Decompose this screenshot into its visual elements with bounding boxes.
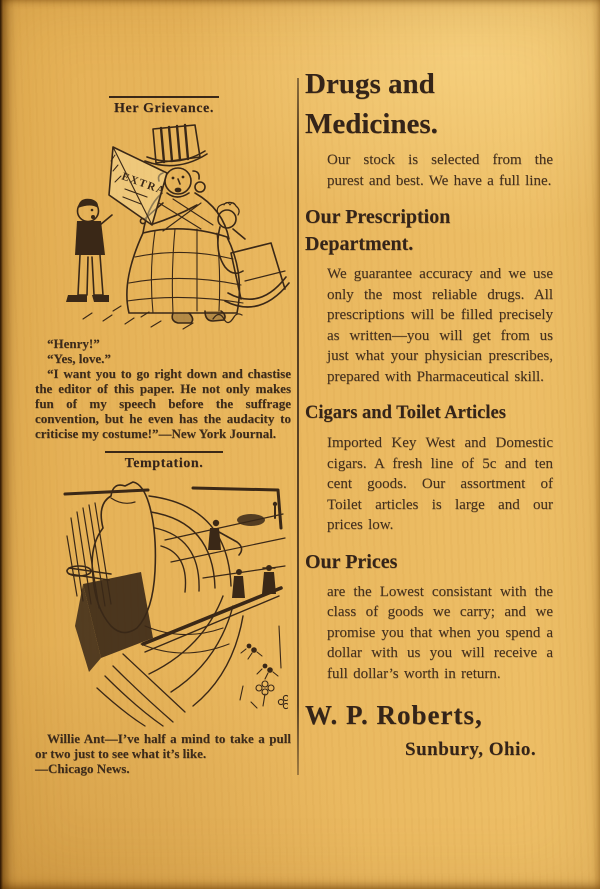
boy-figure [66, 199, 112, 302]
child-and-hat [217, 202, 289, 307]
woman-top-hat [145, 125, 207, 166]
ad-section-body-prices: are the Lowest consistant with the class of goods we carry; and we promise you that when you spend a dollar with us you will receive a full dollar’s worth in return. [327, 583, 553, 682]
headline-rule-2 [105, 451, 223, 453]
caption-body-temptation: Willie Ant—I’ve half a mind to take a pull or two just to see what it’s like. [35, 731, 291, 761]
caption-line-yes-love: “Yes, love.” [47, 351, 111, 366]
ad-section-body-cigars: Imported Key West and Domestic cigars. A fresh line of 5c and ten cent goods. Our assortment of Toilet articles is large and our prices low. [327, 435, 553, 533]
cartoon2-caption [35, 731, 291, 776]
ad-title-line2: Medicines. [305, 108, 438, 140]
caption-line-henry: “Henry!” [47, 336, 100, 351]
caption-body-grievance: “I want you to go right down and chastise the editor of this paper. He not only makes fun of my speech before the suffrage convention, but he even has the audacity to criticise my costume!”—New York Journal. [35, 366, 291, 441]
ad-section-heading-prescription: Our Prescription Department. [305, 206, 451, 255]
woman-plaid-skirt [127, 229, 243, 313]
ants-and-flowers [240, 626, 288, 709]
cartoon2-title: Temptation. [124, 456, 204, 471]
cartoon1-title: Her Grievance. [114, 101, 214, 116]
ad-section-heading-prices: Our Prices [305, 550, 398, 573]
ad-intro-paragraph: Our stock is selected from the purest and best. We have a full line. [327, 152, 553, 189]
ad-column [305, 64, 553, 761]
splash-hatching [97, 654, 185, 726]
her-grievance-cartoon [55, 121, 290, 334]
headline-rule [109, 96, 219, 98]
ad-title-line1: Drugs and [305, 68, 435, 100]
plow-pole [143, 588, 281, 652]
advertiser-name: W. P. Roberts, [305, 700, 483, 730]
cartoon1-caption [35, 336, 291, 441]
temptation-cartoon [53, 476, 288, 728]
advertiser-city: Sunbury, Ohio. [405, 739, 537, 760]
cartoons-column [35, 96, 293, 776]
ad-section-heading-cigars: Cigars and Toilet Articles [305, 403, 506, 423]
ad-section-body-prescription: We guarantee accuracy and we use only the most reliable drugs. All prescriptions will be filled precisely as written—you will get from us just what your physician prescribes, prepared with Pharmaceutical skill. [327, 266, 553, 385]
caption-source-chicago-news: —Chicago News. [35, 761, 130, 776]
newspaper-extra-label: EXTRA [119, 170, 168, 198]
pouring-swirl [141, 496, 243, 706]
column-divider [297, 78, 299, 775]
